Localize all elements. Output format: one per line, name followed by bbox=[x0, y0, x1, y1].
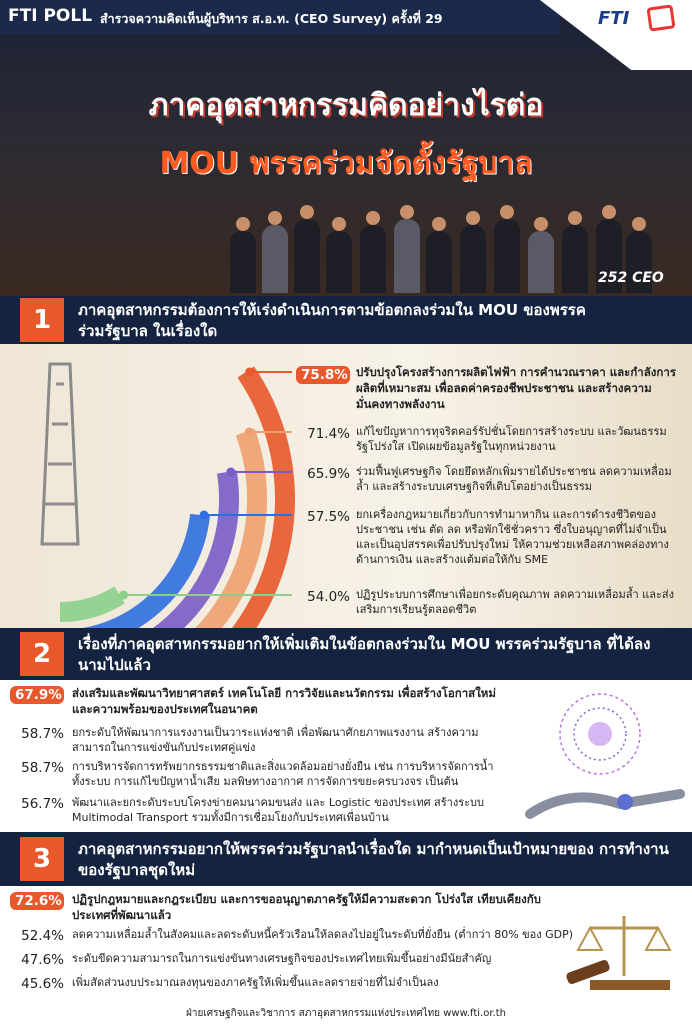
person-head bbox=[268, 211, 282, 225]
section-1-item-label: ยกเครื่องกฎหมายเกี่ยวกับการทำมาหากิน และการดำรงชีวิตของประชาชน เช่น ตัด ลด หรือพักใช้ชั่วคราว ซึ่งใบอนุญาตที่ไม่จำเป็น และเป็นอุปสรรคเพื่อปรับปรุงใหม่ ให้ความช่วยเหลือสภาพคล่องทางด้านการเงิน และสร้างแต้มต่อให้กับ SME bbox=[356, 508, 669, 566]
section-1-percent: 57.5% bbox=[307, 509, 350, 525]
person-silhouette bbox=[294, 219, 320, 293]
footer bbox=[0, 1006, 692, 1024]
section-3-percent: 52.4% bbox=[21, 928, 64, 944]
person-silhouette bbox=[426, 231, 452, 293]
section-3-item-label: ระดับขีดความสามารถในการแข่งขันทางเศรษฐกิจของประเทศไทยเพิ่มขึ้นอย่างมีนัยสำคัญ bbox=[72, 952, 492, 965]
person-head bbox=[602, 205, 616, 219]
person-head bbox=[332, 217, 346, 231]
section-1-item-label: ร่วมฟื้นฟูเศรษฐกิจ โดยยึดหลักเพิ่มรายได้ประชาชน ลดความเหลื่อมล้ำ และสร้างระบบเศรษฐกิจที่เติบโตอย่างเป็นธรรม bbox=[356, 465, 672, 493]
section-3-percent: 45.6% bbox=[21, 976, 64, 992]
section-2-item-label: ยกระดับให้พัฒนาการแรงงานเป็นวาระแห่งชาติ เพื่อพัฒนาศักยภาพแรงงาน สร้างความสามารถในการแข่งขันกับประเทศคู่แข่ง bbox=[72, 726, 479, 754]
oil-derrick-icon bbox=[42, 364, 78, 544]
person-head bbox=[432, 217, 446, 231]
person-silhouette bbox=[460, 225, 486, 293]
section-2-percent: 58.7% bbox=[21, 760, 64, 776]
section-2-header bbox=[0, 628, 692, 680]
footer-text: ฝ่ายเศรษฐกิจและวิชาการ สภาอุตสาหกรรมแห่งประเทศไทย www.fti.or.th bbox=[186, 1008, 506, 1019]
section-3-percent: 47.6% bbox=[21, 952, 64, 968]
person-silhouette bbox=[230, 231, 256, 293]
poll-bar bbox=[0, 0, 560, 34]
section-1-percent: 54.0% bbox=[307, 589, 350, 605]
section-3-item-label: ลดความเหลื่อมล้ำในสังคมและลดระดับหนี้ครัวเรือนให้ลดลงไปอยู่ในระดับที่ยั่งยืน (ต่ำกว่า 80% ของ GDP) bbox=[72, 928, 574, 941]
section-1-item-label: ปฏิรูประบบการศึกษาเพื่อยกระดับคุณภาพ ลดความเหลื่อมล้ำ และส่งเสริมการเรียนรู้ตลอดชีวิต bbox=[356, 588, 674, 616]
sample-size-label: 252 CEO bbox=[598, 270, 664, 286]
person-head bbox=[632, 217, 646, 231]
person-silhouette bbox=[326, 231, 352, 293]
section-2-number: 2 bbox=[20, 632, 64, 676]
section-3-item-label: ปฏิรูปกฎหมายและกฎระเบียบ และการขออนุญาตภาครัฐให้มีความสะดวก โปร่งใส เทียบเคียงกับประเทศที่พัฒนาแล้ว bbox=[72, 892, 541, 922]
section-3-number: 3 bbox=[20, 837, 64, 881]
radial-bar bbox=[60, 595, 120, 612]
section-1-percent: 65.9% bbox=[307, 466, 350, 482]
section-2-item-label: การบริหารจัดการทรัพยากรธรรมชาติและสิ่งแวดล้อมอย่างยั่งยืน เช่น การบริหารจัดการน้ำทั้งระบบ การแก้ไขปัญหาน้ำเสีย มลพิษทางอากาศ การจัดการขยะครบวงจร เป็นต้น bbox=[72, 760, 494, 788]
section-1-number: 1 bbox=[20, 298, 64, 342]
section-2-percent: 56.7% bbox=[21, 796, 64, 812]
section-1-item-label: ปรับปรุงโครงสร้างการผลิตไฟฟ้า การคำนวณราคา และกำลังการผลิตที่เหมาะสม เพื่อลดค่าครองชีพประชาชน และสร้างความมั่นคงทางพลังงาน bbox=[356, 365, 677, 411]
person-silhouette bbox=[562, 225, 588, 293]
person-head bbox=[400, 205, 414, 219]
poll-label: FTI POLL bbox=[8, 6, 93, 26]
person-head bbox=[366, 211, 380, 225]
person-head bbox=[236, 217, 250, 231]
section-2-item-label: พัฒนาและยกระดับระบบโครงข่ายคมนาคมขนส่ง และ Logistic ของประเทศ สร้างระบบ Multimodal Transport รวมทั้งมีการเชื่อมโยงกับประเทศเพื่อนบ้าน bbox=[72, 796, 484, 824]
hero-banner bbox=[0, 0, 692, 296]
page-title-line2: MOU พรรคร่วมจัดตั้งรัฐบาล bbox=[159, 146, 533, 181]
person-silhouette bbox=[360, 225, 386, 293]
section-3-item-label: เพิ่มสัดส่วนงบประมาณลงทุนของภาครัฐให้เพิ่มขึ้นและลดรายจ่ายที่ไม่จำเป็นลง bbox=[72, 976, 439, 989]
section-2-percent: 67.9% bbox=[10, 686, 64, 704]
section-2-title: เรื่องที่ภาคอุตสาหกรรมอยากให้เพิ่มเติมในข้อตกลงร่วมใน MOU พรรคร่วมรัฐบาล ที่ได้ลงนามไปแล้ว bbox=[78, 635, 651, 674]
person-silhouette bbox=[262, 225, 288, 293]
person-head bbox=[534, 217, 548, 231]
person-head bbox=[466, 211, 480, 225]
poll-description: สำรวจความคิดเห็นผู้บริหาร ส.อ.ท. (CEO Survey) ครั้งที่ 29 bbox=[100, 11, 443, 26]
person-silhouette bbox=[394, 219, 420, 293]
page-title-line1: ภาคอุตสาหกรรมคิดอย่างไรต่อ bbox=[148, 88, 544, 123]
section-3-percent: 72.6% bbox=[10, 892, 64, 910]
section-3-title: ภาคอุตสาหกรรมอยากให้พรรคร่วมรัฐบาลนำเรื่องใด มากำหนดเป็นเป้าหมายของ การทำงานของรัฐบาลชุดใหม่ bbox=[78, 840, 669, 879]
section-3-header bbox=[0, 832, 692, 886]
law-scales-gavel-illustration bbox=[560, 906, 688, 1004]
section-1-percent: 75.8% bbox=[296, 366, 350, 384]
section-1-header bbox=[0, 296, 692, 344]
section-1-title: ภาคอุตสาหกรรมต้องการให้เร่งดำเนินการตามข้อตกลงร่วมใน MOU ของพรรคร่วมรัฐบาล ในเรื่องใด bbox=[78, 301, 586, 340]
fti-triangle-icon bbox=[646, 4, 675, 31]
person-head bbox=[300, 205, 314, 219]
person-silhouette bbox=[528, 231, 554, 293]
person-head bbox=[500, 205, 514, 219]
person-silhouette bbox=[494, 219, 520, 293]
fti-logo: FTI bbox=[598, 8, 630, 29]
section-1-item-label: แก้ไขปัญหาการทุจริตคอร์รัปชั่นโดยการสร้างระบบ และวัฒนธรรมรัฐโปร่งใส เปิดเผยข้อมูลรัฐในทุกหน่วยงาน bbox=[356, 425, 667, 453]
ai-network-illustration bbox=[520, 684, 688, 830]
person-head bbox=[568, 211, 582, 225]
signing-ceremony-photo bbox=[210, 205, 650, 293]
section-1-percent: 71.4% bbox=[307, 426, 350, 442]
section-2-percent: 58.7% bbox=[21, 726, 64, 742]
section-2-item-label: ส่งเสริมและพัฒนาวิทยาศาสตร์ เทคโนโลยี การวิจัยและนวัตกรรม เพื่อสร้างโอกาสใหม่และความพร้อมของประเทศในอนาคต bbox=[72, 686, 496, 716]
